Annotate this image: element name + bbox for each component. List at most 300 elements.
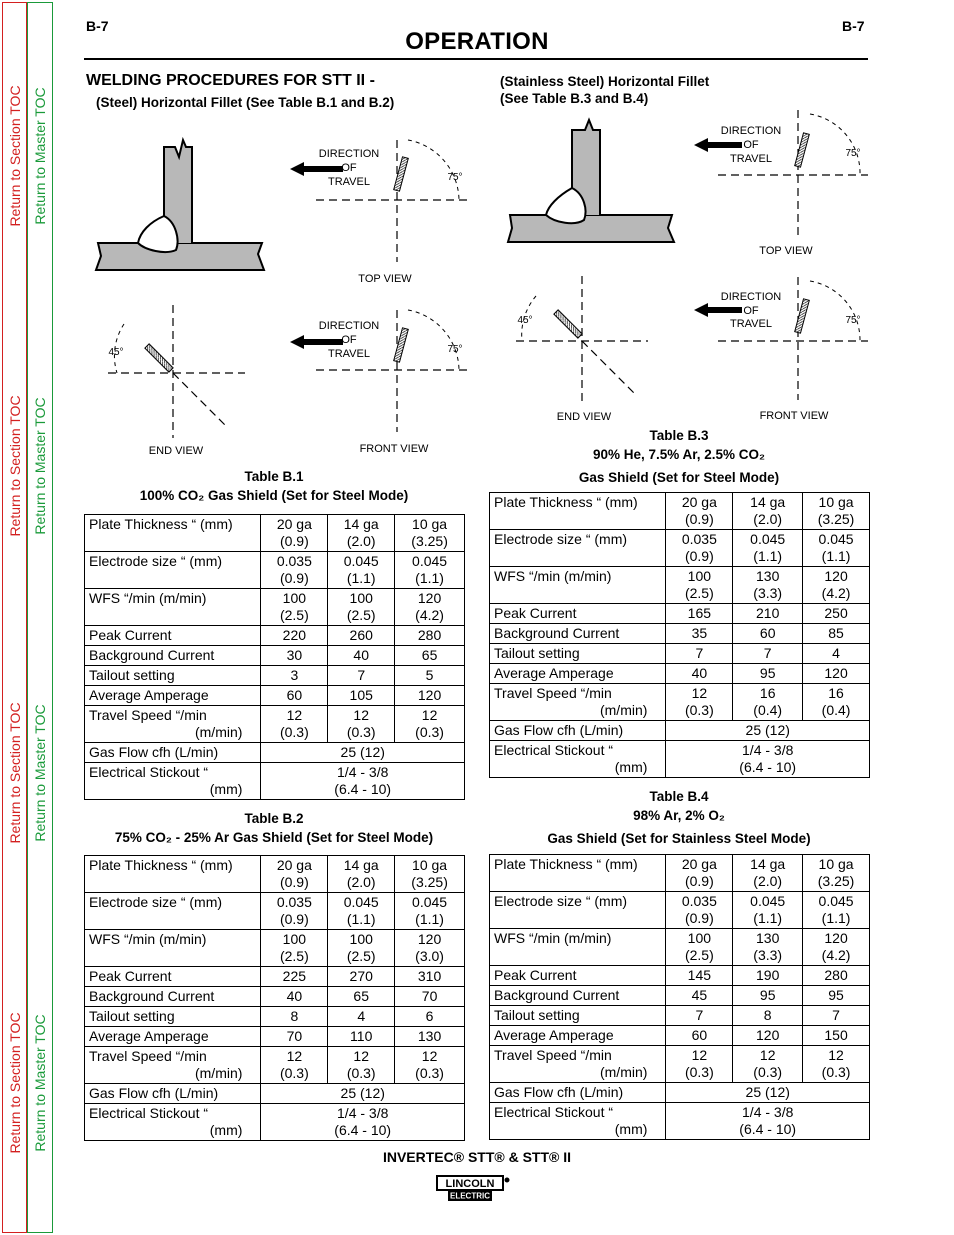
cell-value: (0.3): [684, 702, 714, 718]
end-view-label: END VIEW: [148, 445, 204, 457]
travel-label: Travel Speed “/min: [89, 707, 207, 723]
cell: [395, 706, 465, 743]
cell-value: (2.5): [279, 607, 309, 623]
cell-value: 100: [349, 931, 373, 947]
cell-value: 120: [803, 664, 870, 684]
cell-value: 40: [328, 646, 395, 666]
table-row: [85, 967, 465, 987]
page-title: OPERATION: [405, 28, 549, 55]
cell-value: (0.9): [279, 874, 309, 890]
row-label-electrode: Electrode size “ (mm): [490, 892, 666, 929]
cell-value: 100: [687, 568, 712, 584]
cell-value: 70: [261, 1027, 328, 1047]
cell: [395, 856, 465, 893]
table-row: [490, 1103, 870, 1140]
cell-value: 25 (12): [666, 1083, 870, 1103]
cell: [803, 684, 870, 721]
table-row: [85, 1104, 465, 1141]
cell-value: 0.035: [276, 553, 312, 569]
steel-weld-bead: [138, 216, 178, 252]
stainless-weld-bead: [546, 188, 586, 223]
cell: [328, 515, 395, 552]
table-row: [85, 552, 465, 589]
cell-value: 35: [666, 624, 733, 644]
cell-value: 95: [733, 664, 803, 684]
cell: [733, 892, 803, 929]
table-row: [490, 966, 870, 986]
cell-value: 120: [417, 931, 442, 947]
row-label-wfs: WFS “/min (m/min): [85, 930, 261, 967]
cell-value: 70: [395, 987, 465, 1007]
table-b3: [489, 492, 870, 778]
table-row: [490, 604, 870, 624]
cell-value: 8: [261, 1007, 328, 1027]
row-label-peak: Peak Current: [85, 626, 261, 646]
logo-bottom-text: ELECTRIC: [450, 1191, 490, 1201]
direction-label-1: DIRECTION: [720, 291, 782, 303]
row-label-wfs: WFS “/min (m/min): [490, 929, 666, 966]
cell: [666, 493, 733, 530]
cell-value: (0.3): [415, 724, 444, 740]
cell-value: 12: [421, 1048, 438, 1064]
direction-arrow-icon: [694, 303, 742, 317]
cell-value: 40: [666, 664, 733, 684]
cell-value: 95: [803, 986, 870, 1006]
table-b4-title: Table B.4: [649, 789, 709, 804]
direction-label-2: OF: [341, 162, 357, 174]
table-row: [85, 1027, 465, 1047]
cell-value: 14 ga: [750, 494, 786, 510]
steel-subtitle: (Steel) Horizontal Fillet (See Table B.1 and B.2): [96, 95, 395, 110]
end-view-label: END VIEW: [556, 411, 612, 423]
table-row: [85, 743, 465, 763]
cell: [666, 741, 870, 778]
row-label-tailout: Tailout setting: [490, 1006, 666, 1026]
cell: [328, 1047, 395, 1084]
cell-value: (2.0): [753, 511, 783, 527]
travel-label: Travel Speed “/min: [494, 685, 612, 701]
cell-value: 12: [286, 1048, 303, 1064]
cell: [803, 892, 870, 929]
row-label-stickout: [85, 763, 261, 800]
cell-value: (0.9): [279, 570, 309, 586]
cell-value: (1.1): [346, 570, 376, 586]
cell-value: 1/4 - 3/8: [742, 1104, 794, 1120]
return-section-toc-link[interactable]: Return to Section TOC: [6, 1012, 23, 1154]
cell-value: 1/4 - 3/8: [337, 1105, 389, 1121]
cell-value: 40: [261, 987, 328, 1007]
table-row: [490, 1026, 870, 1046]
table-b3-caption: [489, 426, 869, 487]
cell-value: (1.1): [821, 548, 851, 564]
cell-value: 12: [353, 1048, 369, 1064]
stainless-base-plate: [508, 215, 674, 242]
row-label-travel: [490, 684, 666, 721]
row-label-background: Background Current: [490, 624, 666, 644]
cell: [803, 1046, 870, 1083]
cell: [261, 930, 328, 967]
cell-value: 0.035: [681, 531, 717, 547]
cell-value: 95: [733, 986, 803, 1006]
cell: [261, 893, 328, 930]
row-label-wfs: WFS “/min (m/min): [490, 567, 666, 604]
return-master-toc-link[interactable]: Return to Master TOC: [32, 1014, 48, 1152]
front-view-label: FRONT VIEW: [359, 443, 429, 455]
row-label-gas: Gas Flow cfh (L/min): [85, 1084, 261, 1104]
cell-value: (1.1): [415, 911, 444, 927]
cell-value: 120: [824, 930, 848, 946]
cell-value: 120: [733, 1026, 803, 1046]
direction-label-3: TRAVEL: [730, 153, 772, 165]
cell-value: 14 ga: [750, 856, 786, 872]
table-row: [490, 664, 870, 684]
table-row: [85, 686, 465, 706]
cell-value: 120: [395, 686, 465, 706]
row-label-background: Background Current: [490, 986, 666, 1006]
table-b1: [84, 514, 465, 800]
row-label-stickout: [85, 1104, 261, 1141]
cell-value: 30: [261, 646, 328, 666]
table-row: [85, 930, 465, 967]
cell-value: (0.3): [821, 1064, 851, 1080]
table-b2-subtitle: 75% CO₂ - 25% Ar Gas Shield (Set for Steel Mode): [114, 830, 434, 845]
cell: [733, 1046, 803, 1083]
row-label-gas: Gas Flow cfh (L/min): [490, 1083, 666, 1103]
cell-value: 120: [417, 590, 442, 606]
direction-label-2: OF: [743, 305, 759, 317]
cell-value: 1/4 - 3/8: [742, 742, 794, 758]
return-section-toc-link[interactable]: Return to Section TOC: [6, 85, 23, 227]
cell: [666, 1046, 733, 1083]
row-label-background: Background Current: [85, 987, 261, 1007]
table-b4-subtitle-2: Gas Shield (Set for Stainless Steel Mode): [547, 831, 811, 846]
cell-value: 12: [421, 707, 438, 723]
top-view-label: TOP VIEW: [358, 273, 412, 285]
cell-value: 260: [328, 626, 395, 646]
cell-value: 0.035: [276, 894, 312, 910]
cell: [395, 552, 465, 589]
stickout-label: Electrical Stickout “: [89, 1105, 209, 1121]
cell: [328, 856, 395, 893]
cell-value: (3.25): [411, 533, 448, 549]
front-view-label: FRONT VIEW: [759, 410, 829, 422]
row-label-plate: Plate Thickness “ (mm): [490, 493, 666, 530]
row-label-stickout: [490, 741, 666, 778]
cell: [666, 530, 733, 567]
table-b3-title: Table B.3: [649, 428, 709, 443]
cell-value: 20 ga: [276, 516, 312, 532]
cell-value: (0.9): [684, 910, 714, 926]
travel-label: Travel Speed “/min: [89, 1048, 207, 1064]
cell-value: (2.5): [346, 607, 376, 623]
table-row: [85, 706, 465, 743]
cell-value: 14 ga: [343, 516, 379, 532]
return-master-toc-link[interactable]: Return to Master TOC: [32, 704, 48, 842]
cell: [666, 684, 733, 721]
cell-value: 130: [395, 1027, 465, 1047]
cell: [666, 892, 733, 929]
table-row: [490, 644, 870, 664]
angle-75-label: 75°: [447, 344, 463, 355]
cell-value: (3.25): [411, 874, 448, 890]
cell-value: (4.2): [821, 585, 851, 601]
cell-value: 16: [759, 685, 776, 701]
cell-value: 0.045: [750, 893, 786, 909]
top-view-label: TOP VIEW: [759, 245, 813, 257]
cell-value: 100: [687, 930, 712, 946]
row-label-stickout: [490, 1103, 666, 1140]
cell-value: (4.2): [821, 947, 851, 963]
cell-value: 60: [261, 686, 328, 706]
table-row: [85, 666, 465, 686]
stickout-unit: (mm): [209, 781, 243, 797]
cell-value: 10 ga: [412, 516, 448, 532]
direction-arrow-icon: [290, 335, 343, 349]
travel-unit: (m/min): [194, 724, 243, 740]
cell-value: 12: [691, 685, 708, 701]
row-label-travel: [490, 1046, 666, 1083]
cell-value: 280: [803, 966, 870, 986]
table-row: [490, 721, 870, 741]
cell: [733, 684, 803, 721]
table-row: [490, 929, 870, 966]
page-number-right: B-7: [842, 18, 865, 34]
cell: [261, 552, 328, 589]
direction-label-2: OF: [341, 334, 357, 346]
lincoln-electric-logo: [436, 1175, 512, 1203]
cell-value: (2.5): [279, 948, 309, 964]
table-b4-subtitle: 98% Ar, 2% O₂: [633, 808, 725, 823]
table-row: [85, 1047, 465, 1084]
cell-value: 25 (12): [666, 721, 870, 741]
stainless-subtitle-line2: (See Table B.3 and B.4): [500, 91, 649, 106]
angle-75-label: 75°: [845, 148, 861, 159]
cell-value: 45: [666, 986, 733, 1006]
row-label-electrode: Electrode size “ (mm): [85, 552, 261, 589]
cell-value: 20 ga: [276, 857, 312, 873]
row-label-electrode: Electrode size “ (mm): [85, 893, 261, 930]
cell-value: 0.045: [818, 531, 854, 547]
cell: [261, 515, 328, 552]
table-row: [85, 987, 465, 1007]
cell-value: 210: [733, 604, 803, 624]
stainless-fillet-weld-diagram: [508, 120, 674, 242]
cell-value: (2.5): [346, 948, 376, 964]
cell-value: 130: [756, 568, 780, 584]
cell-value: 12: [759, 1047, 776, 1063]
table-row: [490, 1046, 870, 1083]
steel-end-view: [108, 305, 245, 438]
table-row: [85, 646, 465, 666]
angle-75-label: 75°: [447, 172, 463, 183]
cell-value: 310: [395, 967, 465, 987]
table-b2-caption: [84, 809, 464, 847]
row-label-background: Background Current: [85, 646, 261, 666]
cell-value: 100: [349, 590, 373, 606]
cell-value: 7: [733, 644, 803, 664]
stickout-unit: (mm): [614, 1121, 648, 1137]
cell-value: 105: [328, 686, 395, 706]
row-label-travel: [85, 706, 261, 743]
logo-top-text: LINCOLN: [445, 1178, 495, 1190]
cell-value: 60: [666, 1026, 733, 1046]
cell-value: (0.9): [684, 873, 714, 889]
row-label-peak: Peak Current: [85, 967, 261, 987]
row-label-tailout: Tailout setting: [490, 644, 666, 664]
cell: [666, 1103, 870, 1140]
cell-value: 8: [733, 1006, 803, 1026]
cell-value: (3.3): [753, 585, 783, 601]
row-label-electrode: Electrode size “ (mm): [490, 530, 666, 567]
cell: [395, 893, 465, 930]
table-b3-subtitle-2: Gas Shield (Set for Steel Mode): [578, 470, 780, 485]
table-row: [85, 763, 465, 800]
table-row: [85, 1007, 465, 1027]
stickout-label: Electrical Stickout “: [89, 764, 209, 780]
cell-value: 165: [666, 604, 733, 624]
cell-value: 1/4 - 3/8: [337, 764, 389, 780]
cell-value: 7: [328, 666, 395, 686]
table-b1-caption: [84, 467, 464, 505]
table-row: [490, 855, 870, 892]
row-label-travel: [85, 1047, 261, 1084]
travel-unit: (m/min): [194, 1065, 243, 1081]
cell: [261, 706, 328, 743]
cell-value: (2.0): [346, 874, 376, 890]
cell-value: (0.9): [279, 533, 309, 549]
direction-label-3: TRAVEL: [730, 318, 772, 330]
product-name: INVERTEC® STT® & STT® II: [382, 1149, 572, 1165]
cell-value: 7: [803, 1006, 870, 1026]
cell-value: (1.1): [415, 570, 444, 586]
cell-value: (0.3): [684, 1064, 714, 1080]
cell: [733, 567, 803, 604]
steel-top-view: [290, 140, 472, 262]
stickout-unit: (mm): [209, 1122, 243, 1138]
cell-value: 20 ga: [681, 856, 717, 872]
cell-value: 16: [828, 685, 844, 701]
cell-value: (2.0): [346, 533, 376, 549]
cell-value: 0.045: [412, 553, 448, 569]
cell: [803, 855, 870, 892]
angle-75-label: 75°: [845, 315, 861, 326]
cell-value: (3.25): [817, 873, 855, 889]
table-b4: [489, 854, 870, 1140]
cell-value: 10 ga: [818, 856, 854, 872]
cell-value: 0.045: [343, 553, 379, 569]
cell: [733, 530, 803, 567]
cell-value: 60: [733, 624, 803, 644]
cell-value: 14 ga: [343, 857, 379, 873]
cell: [395, 1047, 465, 1084]
cell: [261, 1047, 328, 1084]
return-section-toc-link[interactable]: Return to Section TOC: [6, 395, 23, 537]
row-label-plate: Plate Thickness “ (mm): [490, 855, 666, 892]
cell-value: 5: [395, 666, 465, 686]
cell-value: 0.035: [681, 893, 717, 909]
cell-value: (1.1): [753, 548, 783, 564]
cell-value: 65: [328, 987, 395, 1007]
cell-value: 250: [803, 604, 870, 624]
table-row: [85, 893, 465, 930]
row-label-plate: Plate Thickness “ (mm): [85, 856, 261, 893]
return-master-toc-link[interactable]: Return to Master TOC: [32, 87, 48, 225]
cell-value: (2.0): [753, 873, 783, 889]
section-title: WELDING PROCEDURES FOR STT II -: [86, 72, 375, 89]
stickout-label: Electrical Stickout “: [494, 742, 614, 758]
cell-value: (1.1): [346, 911, 376, 927]
return-master-toc-link[interactable]: Return to Master TOC: [32, 397, 48, 535]
table-row: [85, 589, 465, 626]
stickout-unit: (mm): [614, 759, 648, 775]
cell: [666, 855, 733, 892]
cell-value: (3.25): [817, 511, 855, 527]
cell: [803, 530, 870, 567]
cell-value: 190: [733, 966, 803, 986]
row-label-avg: Average Amperage: [85, 1027, 261, 1047]
table-b1-title: Table B.1: [244, 469, 304, 484]
cell-value: (0.3): [279, 1065, 309, 1081]
table-b1-subtitle: 100% CO₂ Gas Shield (Set for Steel Mode): [139, 488, 409, 503]
cell: [261, 1104, 465, 1141]
direction-arrow-icon: [694, 138, 742, 152]
row-label-peak: Peak Current: [490, 966, 666, 986]
cell-value: 150: [803, 1026, 870, 1046]
cell-value: 12: [353, 707, 369, 723]
welding-position-diagrams: [0, 0, 954, 470]
cell: [261, 763, 465, 800]
cell-value: (2.5): [684, 947, 714, 963]
cell: [733, 929, 803, 966]
row-label-tailout: Tailout setting: [85, 1007, 261, 1027]
return-section-toc-link[interactable]: Return to Section TOC: [6, 702, 23, 844]
cell: [261, 856, 328, 893]
table-row: [490, 892, 870, 929]
cell-value: 7: [666, 1006, 733, 1026]
cell-value: 270: [328, 967, 395, 987]
row-label-avg: Average Amperage: [85, 686, 261, 706]
cell-value: 10 ga: [412, 857, 448, 873]
direction-label-3: TRAVEL: [328, 176, 370, 188]
cell-value: 12: [828, 1047, 844, 1063]
row-label-avg: Average Amperage: [490, 1026, 666, 1046]
cell-value: 65: [395, 646, 465, 666]
table-b4-caption: [489, 787, 869, 848]
cell: [328, 552, 395, 589]
cell-value: (6.4 - 10): [334, 781, 392, 797]
steel-base-plate: [96, 243, 264, 270]
direction-label-3: TRAVEL: [328, 348, 370, 360]
travel-unit: (m/min): [599, 702, 648, 718]
cell-value: 12: [286, 707, 303, 723]
stainless-end-view: [516, 276, 648, 403]
cell-value: 85: [803, 624, 870, 644]
cell-value: (1.1): [821, 910, 851, 926]
table-row: [490, 530, 870, 567]
table-row: [490, 1006, 870, 1026]
travel-unit: (m/min): [599, 1064, 648, 1080]
direction-label-2: OF: [743, 139, 759, 151]
direction-label-1: DIRECTION: [720, 125, 782, 137]
cell-value: 20 ga: [681, 494, 717, 510]
row-label-plate: Plate Thickness “ (mm): [85, 515, 261, 552]
cell-value: (6.4 - 10): [334, 1122, 392, 1138]
cell: [803, 929, 870, 966]
cell: [733, 855, 803, 892]
table-row: [490, 684, 870, 721]
cell: [328, 893, 395, 930]
cell: [733, 493, 803, 530]
